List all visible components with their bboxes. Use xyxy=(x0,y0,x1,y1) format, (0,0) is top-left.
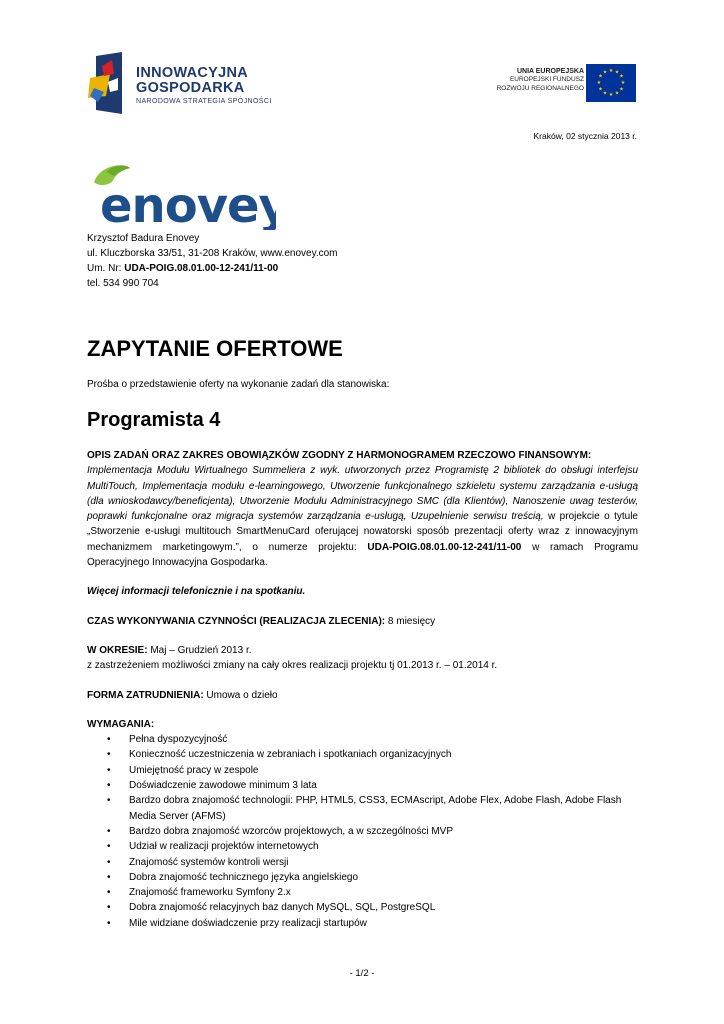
innowacyjna-gospodarka-logo xyxy=(88,52,288,114)
czas-value: 8 miesięcy xyxy=(385,615,436,627)
svg-text:★: ★ xyxy=(598,86,603,93)
svg-text:★: ★ xyxy=(620,80,626,86)
list-item: • Konieczność uczestniczenia w zebraniach i spotkaniach organizacyjnych xyxy=(129,747,638,762)
agreement-label: Um. Nr: xyxy=(87,263,125,274)
okres-section xyxy=(87,643,638,658)
ig-logo-line3: NARODOWA STRATEGIA SPÓJNOŚCI xyxy=(136,98,272,105)
svg-text:★: ★ xyxy=(596,80,602,86)
ig-logo-line1: INNOWACYJNA xyxy=(136,65,249,81)
forma-section xyxy=(87,688,638,703)
ig-logo-line2: GOSPODARKA xyxy=(136,80,245,96)
list-item: • Udział w realizacji projektów internetowych xyxy=(129,839,638,854)
page-number: - 1/2 - xyxy=(349,968,375,979)
company-info xyxy=(87,231,338,291)
okres-note: z zastrzeżeniem możliwości zmiany na cały okres realizacji projektu tj 01.2013 r. – 01.2014 r. xyxy=(87,660,498,672)
eu-flag-icon xyxy=(586,64,636,102)
wymagania-heading xyxy=(87,717,638,732)
svg-text:★: ★ xyxy=(602,90,608,97)
ig-emblem-icon xyxy=(88,52,132,114)
czas-label: CZAS WYKONYWANIA CZYNNOŚCI (REALIZACJA ZLECENIA): xyxy=(87,615,386,627)
agreement-number: UDA-POIG.08.01.00-12-241/11-00 xyxy=(124,263,279,274)
page-title: ZAPYTANIE OFERTOWE xyxy=(87,336,343,361)
position-title: Programista 4 xyxy=(87,409,221,431)
forma-value: Umowa o dzieło xyxy=(203,689,278,701)
company-phone: tel. 534 990 704 xyxy=(87,278,159,289)
svg-text:★: ★ xyxy=(598,73,603,80)
opis-text-1: w projekcie o tytule „Stworzenie e-usługi multitouch SmartMenuCard oferującej nowatorski sposób prezentacji oferty wraz z innowacyjnym mechanizmem marketingowym.”, o numerze projektu: xyxy=(87,511,638,553)
okres-label: W OKRESIE: xyxy=(87,644,148,656)
svg-text:★: ★ xyxy=(619,86,624,93)
opis-heading: OPIS ZADAŃ ORAZ ZAKRES OBOWIĄZKÓW ZGODNY Z HARMONOGRAMEM RZECZOWO FINANSOWYM: xyxy=(87,450,592,461)
enovey-logo xyxy=(86,160,276,230)
list-item: • Znajomość systemów kontroli wersji xyxy=(129,855,638,870)
svg-text:★: ★ xyxy=(614,90,620,97)
list-item: • Mile widziane doświadczenie przy realizacji startupów xyxy=(129,916,638,931)
list-item: • Dobra znajomość technicznego języka angielskiego xyxy=(129,870,638,885)
wymagania-label: WYMAGANIA: xyxy=(87,718,155,730)
company-name: Krzysztof Badura Enovey xyxy=(87,233,200,244)
opis-paragraph xyxy=(87,463,638,570)
svg-text:★: ★ xyxy=(614,69,620,76)
list-item: • Znajomość frameworku Symfony 2.x xyxy=(129,885,638,900)
opis-project-number: UDA-POIG.08.01.00-12-241/11-00 xyxy=(367,541,522,553)
document-date: Kraków, 02 stycznia 2013 r. xyxy=(533,131,637,141)
intro-text: Prośba o przedstawienie oferty na wykonanie zadań dla stanowiska: xyxy=(87,379,390,390)
more-info-text: Więcej informacji telefonicznie i na spotkaniu. xyxy=(87,586,306,598)
eu-logo-line1: UNIA EUROPEJSKA xyxy=(516,68,584,75)
document-body xyxy=(87,448,638,931)
czas-section xyxy=(87,614,638,629)
svg-text:★: ★ xyxy=(619,73,624,80)
company-address: ul. Kluczborska 33/51, 31-208 Kraków, www.enovey.com xyxy=(87,248,338,259)
eu-logo xyxy=(468,62,640,104)
list-item: • Pełna dyspozycyjność xyxy=(129,732,638,747)
forma-label: FORMA ZATRUDNIENIA: xyxy=(87,689,204,701)
list-item: • Dobra znajomość relacyjnych baz danych MySQL, SQL, PostgreSQL xyxy=(129,900,638,915)
list-item: • Bardzo dobra znajomość wzorców projektowych, a w szczególności MVP xyxy=(129,824,638,839)
opis-text-2: w ramach Programu Operacyjnego Innowacyjna Gospodarka. xyxy=(87,541,639,569)
okres-value: Maj – Grudzień 2013 r. xyxy=(147,644,252,656)
more-info xyxy=(87,584,638,599)
requirements-list xyxy=(87,732,638,931)
company-agreement xyxy=(87,261,338,276)
opis-tasks-italic: Implementacja Modułu Wirtualnego Summeliera z wyk. utworzonych przez Programistę 2 bibliotek do obsługi interfejsu MultiTouch, Implementacja modułu e-learningowego, Utworzenie funkcjonalnego szkieletu systemu zarządzania e-usługą (dla wnioskodawcy/beneficjenta), Utworzenie Modułu Administracyjnego SMC (dla Klientów), Nanoszenie uwag testerów, poprawki funkcjonalne oraz migracja systemów zarządzania e-usługą, Uzupełnienie serwisu treścią, xyxy=(87,465,638,523)
list-item: • Bardzo dobra znajomość technologii: PHP, HTML5, CSS3, ECMAscript, Adobe Flex, Adobe Flash, Adobe Flash Media Server (AFMS) xyxy=(129,793,638,824)
eu-logo-line2: EUROPEJSKI FUNDUSZ xyxy=(509,76,584,83)
list-item: • Umiejętność pracy w zespole xyxy=(129,763,638,778)
svg-text:★: ★ xyxy=(602,69,608,76)
eu-logo-line3: ROZWOJU REGIONALNEGO xyxy=(496,84,584,92)
list-item: • Doświadczenie zawodowe minimum 3 lata xyxy=(129,778,638,793)
enovey-logo-text: enovey xyxy=(100,178,276,230)
svg-text:★: ★ xyxy=(608,92,614,98)
svg-text:★: ★ xyxy=(608,68,614,74)
